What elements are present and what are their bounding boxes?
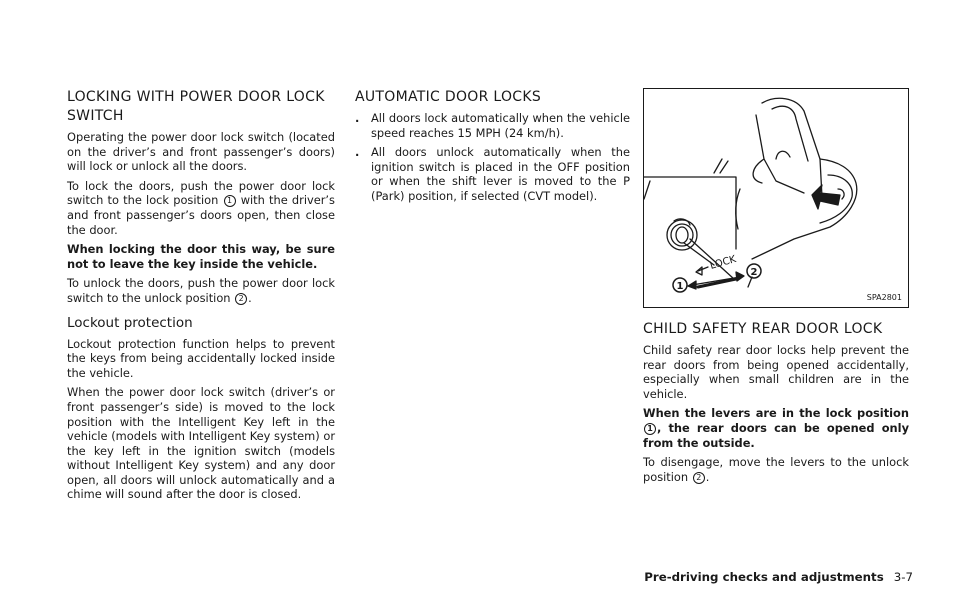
child-safety-paragraph-3 — [643, 455, 909, 484]
power-door-lock-heading: LOCKING WITH POWER DOOR LOCK SWITCH — [67, 89, 325, 124]
lockout-protection-heading: Lockout protection — [67, 314, 193, 331]
marker-1-icon: 1 — [644, 423, 656, 435]
page-number: 3-7 — [893, 570, 913, 584]
child-safety-paragraph-2 — [643, 406, 909, 450]
page-footer — [644, 570, 913, 584]
child-lock-illustration — [643, 88, 909, 308]
cs-p2-text-a: When the levers are in the lock position — [643, 406, 909, 421]
power-lock-paragraph-4 — [67, 276, 335, 305]
list-item — [355, 111, 630, 140]
cs-p2-text-b: , the rear doors can be opened only from the outside. — [643, 420, 909, 450]
column-left — [67, 88, 335, 507]
child-safety-paragraph-1: Child safety rear door locks help prevent the rear doors from being opened accidentally, especially when small children are in the vehicle. — [643, 343, 909, 401]
p2-text-a: To lock the doors, push the power door lock switch to the lock position — [67, 178, 335, 208]
column-middle — [355, 88, 630, 209]
list-item-text: All doors lock automatically when the vehicle speed reaches 15 MPH (24 km/h). — [371, 111, 630, 140]
lockout-paragraph-1: Lockout protection function helps to prevent the keys from being accidentally locked inside the vehicle. — [67, 336, 335, 380]
p4-text-b: . — [248, 290, 252, 305]
automatic-door-locks-heading: AUTOMATIC DOOR LOCKS — [355, 89, 542, 105]
lockout-paragraph-2: When the power door lock switch (driver’s or front passenger’s side) is moved to the lock position with the Intelligent Key left in the vehicle (models with Intelligent Key system) or the key left in the ignition switch (models without Intelligent Key system) and any door open, all doors will unlock automatically and a chime will sound after the door is closed. — [67, 385, 335, 502]
marker-2-icon: 2 — [235, 293, 247, 305]
column-right — [643, 88, 909, 489]
cs-p3-text-b: . — [705, 469, 710, 484]
door-lever-drawing — [644, 89, 908, 307]
footer-section: Pre-driving checks and adjustments — [644, 570, 884, 584]
marker-1-icon: 1 — [224, 195, 236, 207]
power-lock-paragraph-2 — [67, 179, 335, 237]
lock-label: LOCK — [708, 253, 738, 272]
power-lock-warning: When locking the door this way, be sure not to leave the key inside the vehicle. — [67, 242, 335, 271]
p4-text-a: To unlock the doors, push the power door lock switch to the unlock position — [67, 276, 335, 305]
bullet-icon: . — [355, 111, 360, 125]
figure-marker-1: 1 — [676, 281, 684, 292]
p2-text-b: with the driver’s and front passenger’s doors open, then close the door. — [67, 193, 335, 237]
marker-2-icon: 2 — [693, 472, 705, 484]
figure-code: SPA2801 — [866, 293, 902, 302]
bullet-icon: . — [355, 145, 360, 160]
list-item — [355, 145, 630, 203]
figure-marker-2: 2 — [750, 267, 758, 278]
cs-p3-text-a: To disengage, move the levers to the unlock position — [643, 455, 909, 484]
child-safety-heading: CHILD SAFETY REAR DOOR LOCK — [643, 321, 883, 337]
power-lock-paragraph-1: Operating the power door lock switch (located on the driver’s and front passenger’s doors) will lock or unlock all the doors. — [67, 130, 335, 174]
list-item-text: All doors unlock automatically when the ignition switch is placed in the OFF position or when the shift lever is moved to the P (Park) position, if selected (CVT model). — [371, 145, 630, 203]
auto-lock-list — [355, 111, 630, 204]
